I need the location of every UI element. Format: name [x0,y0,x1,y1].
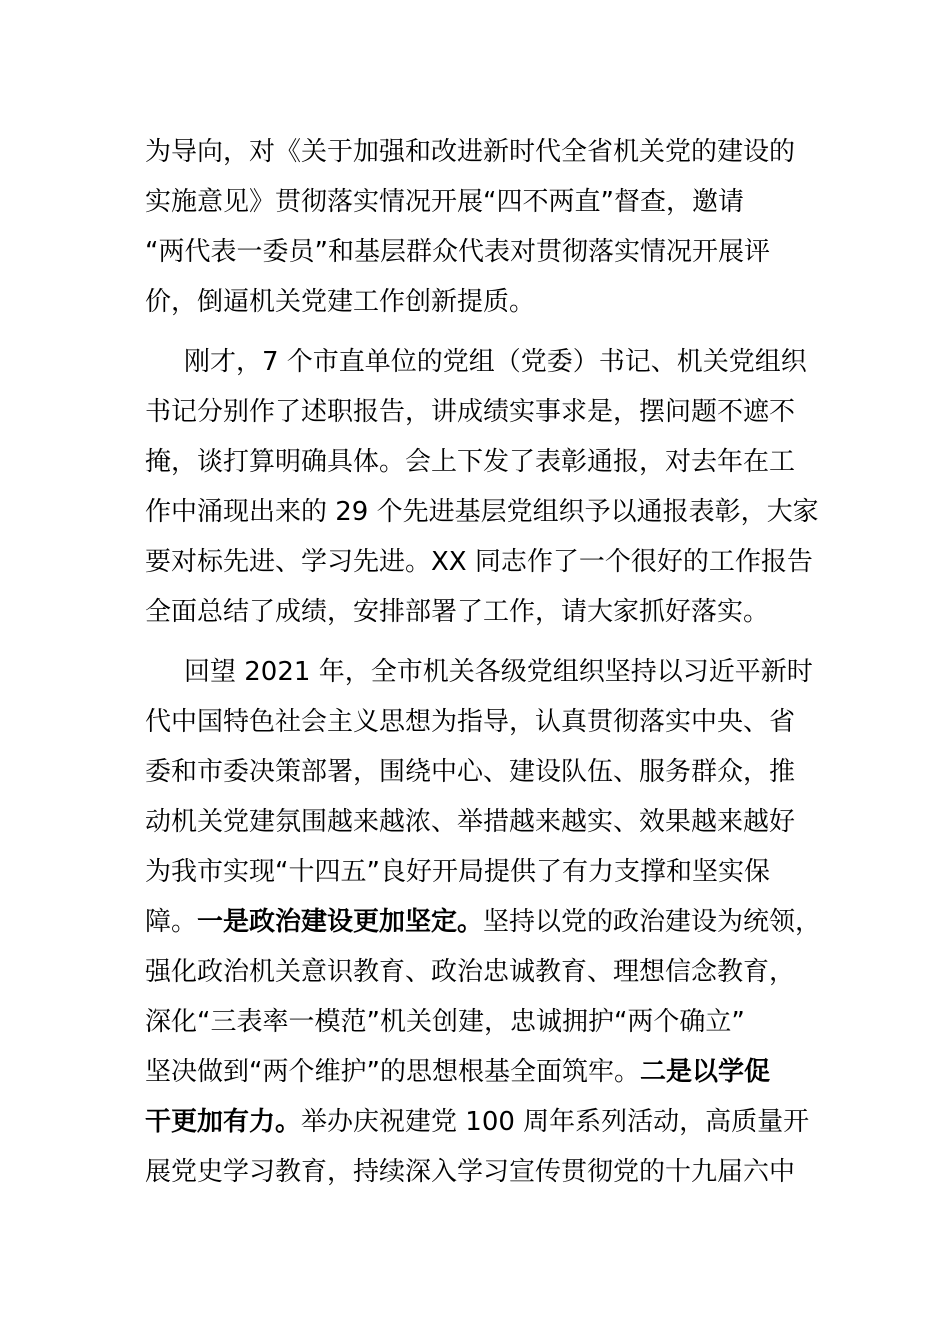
highlight-learning-part-1: 二是以学促 [639,1057,770,1087]
paragraph-2-line-1: 刚才，7 个市直单位的党组（党委）书记、机关党组织 [184,347,807,377]
paragraph-1-line-3: “两代表一委员”和基层群众代表对贯彻落实情况开展评 [145,237,770,267]
paragraph-3-line-6 [145,904,835,940]
line-10-suffix: 举办庆祝建党 100 周年系列活动，高质量开 [301,1107,810,1137]
paragraph-1-line-1: 为导向，对《关于加强和改进新时代全省机关党的建设的 [145,137,796,167]
paragraph-2-line-3: 掩，谈打算明确具体。会上下发了表彰通报，对去年在工 [145,447,796,477]
paragraph-3-line-11: 展党史学习教育，持续深入学习宣传贯彻党的十九届六中 [145,1157,796,1187]
paragraph-3-line-8: 深化“三表率一模范”机关创建，忠诚拥护“两个确立” [145,1007,745,1037]
paragraph-3-line-2: 代中国特色社会主义思想为指导，认真贯彻落实中央、省 [145,707,796,737]
paragraph-3-line-3: 委和市委决策部署，围绕中心、建设队伍、服务群众，推 [145,757,796,787]
line-6-suffix: 坚持以党的政治建设为统领， [483,907,822,937]
highlight-political-building: 一是政治建设更加坚定。 [197,907,484,937]
line-6-prefix: 障。 [145,907,198,937]
paragraph-3-line-1: 回望 2021 年，全市机关各级党组织坚持以习近平新时 [184,657,813,687]
paragraph-3-line-10 [145,1104,835,1140]
paragraph-3-line-7: 强化政治机关意识教育、政治忠诚教育、理想信念教育， [145,957,796,987]
paragraph-3-line-9 [145,1054,835,1090]
paragraph-2-line-5: 要对标先进、学习先进。XX 同志作了一个很好的工作报告 [145,547,813,577]
paragraph-3-line-5: 为我市实现“十四五”良好开局提供了有力支撑和坚实保 [145,857,770,887]
highlight-learning-part-2: 干更加有力。 [145,1107,302,1137]
paragraph-3-line-4: 动机关党建氛围越来越浓、举措越来越实、效果越来越好 [145,807,796,837]
paragraph-2-line-2: 书记分别作了述职报告，讲成绩实事求是，摆问题不遮不 [145,397,796,427]
paragraph-2-line-4: 作中涌现出来的 29 个先进基层党组织予以通报表彰，大家 [145,497,819,527]
paragraph-2-line-6: 全面总结了成绩，安排部署了工作，请大家抓好落实。 [145,597,770,627]
line-9-prefix: 坚决做到“两个维护”的思想根基全面筑牢。 [145,1057,640,1087]
paragraph-1-line-2: 实施意见》贯彻落实情况开展“四不两直”督查，邀请 [145,187,744,217]
paragraph-1-line-4: 价，倒逼机关党建工作创新提质。 [145,287,536,317]
